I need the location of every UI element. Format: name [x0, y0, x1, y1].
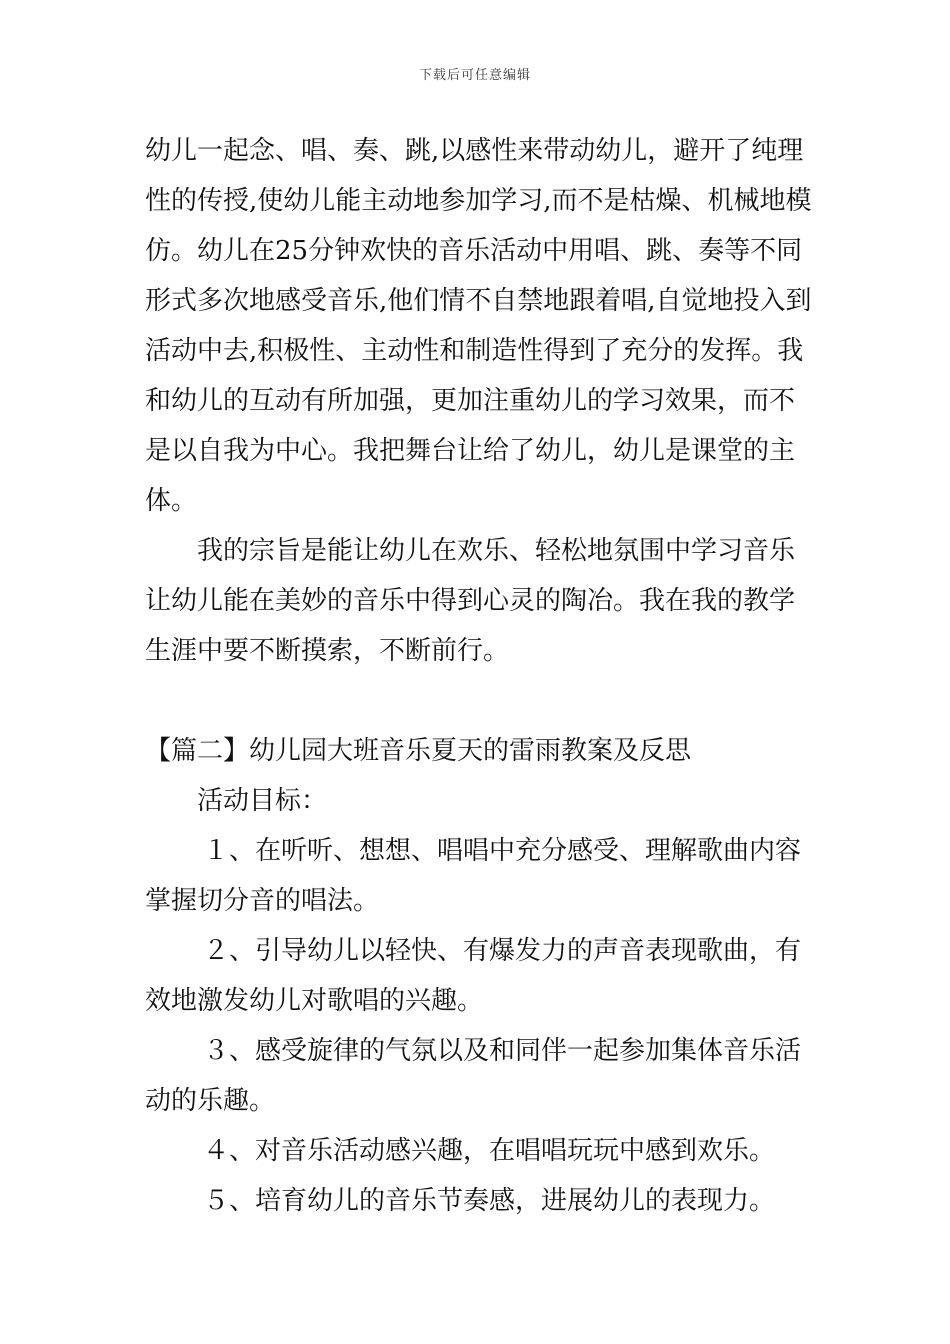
document-body: [145, 126, 815, 1226]
section-spacer: [145, 676, 815, 726]
objective-item-4: ４、对音乐活动感兴趣，在唱唱玩玩中感到欢乐。: [203, 1136, 776, 1166]
objectives-heading: 活动目标：: [197, 786, 328, 816]
objective-item-3: ３、感受旋律的气氛以及和同伴一起参加集体音乐活动的乐趣。: [145, 1036, 802, 1116]
paragraph-reflection: 幼儿一起念、唱、奏、跳,以感性来带动幼儿，避开了纯理性的传授,使幼儿能主动地参加学习,而不是枯燥、机械地模仿。幼儿在25分钟欢快的音乐活动中用唱、跳、奏等不同形式多次地感受音乐,他们情不自禁地跟着唱,自觉地投入到活动中去,积极性、主动性和制造性得到了充分的发挥。我和幼儿的互动有所加强，更加注重幼儿的学习效果，而不是以自我为中心。我把舞台让给了幼儿，幼儿是课堂的主体。: [145, 136, 812, 516]
objective-item-2: ２、引导幼儿以轻快、有爆发力的声音表现歌曲，有效地激发幼儿对歌唱的兴趣。: [145, 936, 802, 1016]
objective-item-5: ５、培育幼儿的音乐节奏感，进展幼儿的表现力。: [203, 1186, 776, 1216]
page-header: 下载后可任意编辑: [418, 68, 531, 83]
objective-item-1: １、在听听、想想、唱唱中充分感受、理解歌曲内容掌握切分音的唱法。: [145, 836, 802, 916]
paragraph-purpose: 我的宗旨是能让幼儿在欢乐、轻松地氛围中学习音乐让幼儿能在美妙的音乐中得到心灵的陶冶。我在我的教学生涯中要不断摸索，不断前行。: [145, 536, 796, 666]
section-title: 【篇二】幼儿园大班音乐夏天的雷雨教案及反思: [145, 736, 692, 766]
